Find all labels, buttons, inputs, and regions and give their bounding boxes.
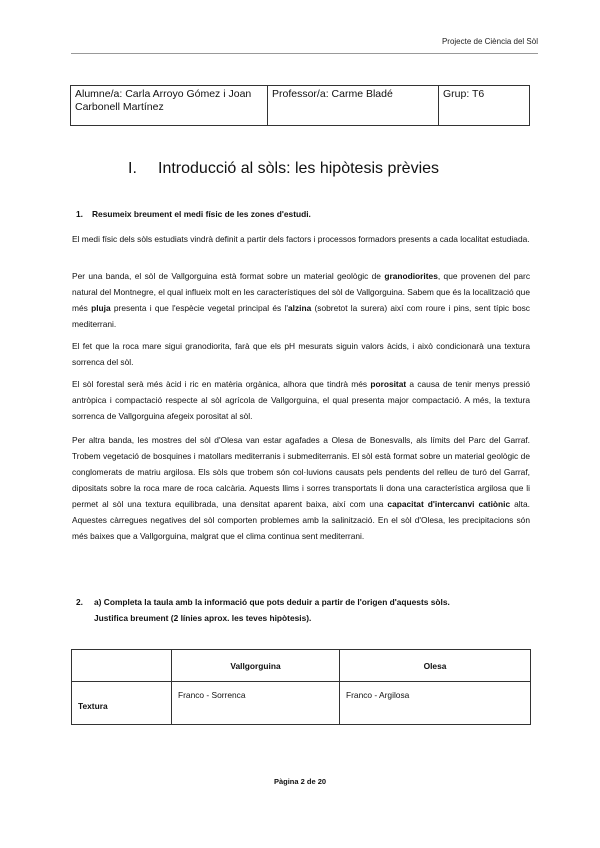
p2-text-a: Per una banda, el sòl de Vallgorguina està format sobre un material geològic de — [72, 271, 385, 281]
question-1-number: 1. — [76, 209, 83, 219]
header-vallgorguina: Vallgorguina — [172, 650, 340, 682]
p2-bold-granodiorites: granodiorites — [384, 271, 438, 281]
page-number: Pàgina 2 de 20 — [273, 777, 327, 786]
soil-data-table — [71, 649, 531, 725]
cell-vallgorguina-textura: Franco - Sorrenca — [172, 682, 340, 725]
p2-text-g: (sobretot la surera) així com roure i pins, sent típic bosc mediterrani. — [72, 303, 530, 329]
teacher-cell: Professor/a: Carme Bladé — [268, 86, 439, 126]
p4-bold-porositat: porositat — [370, 379, 407, 389]
question-2-line-1 — [76, 594, 526, 610]
table-row — [72, 682, 531, 725]
p4-text-a: El sòl forestal serà més àcid i ric en matèria orgànica, alhora que tindrà més — [72, 379, 371, 389]
row-label-textura: Textura — [72, 682, 172, 725]
paragraph-5 — [72, 432, 530, 544]
students-cell: Alumne/a: Carla Arroyo Gómez i Joan Carbonell Martínez — [71, 86, 268, 126]
group-cell: Grup: T6 — [439, 86, 530, 126]
cell-olesa-textura: Franco - Argilosa — [340, 682, 531, 725]
paragraph-1: El medi físic dels sòls estudiats vindrà definit a partir dels factors i processos formadors presents a cada localitat estudiada. — [72, 234, 530, 244]
p5-bold-cic: capacitat d'intercanvi catiònic — [387, 499, 511, 509]
header-project-title: Projecte de Ciència del Sòl — [441, 37, 538, 46]
p5-text-a: Per altra banda, les mostres del sòl d'Olesa van estar agafades a Olesa de Bonesvalls, als límits del Parc del Garraf. Trobem vegetació de bosquines i matollars mediterranis i submediterranis. El sòl està format sobre un material geològic de conglomerats de matriu argilosa. Els sòls que trobem són col·luvions causats pels pendents del relleu de turó del Garraf, dipositats sobre la roca mare de roca calcària. Aquests llims i sorres transportats li dona una característica argilosa que li permet al sòl una textura equilibrada, una densitat aparent baixa, així com una — [72, 435, 530, 509]
question-1 — [76, 209, 311, 219]
question-2 — [76, 594, 526, 626]
section-heading — [128, 160, 439, 178]
p5-text-c: alta. Aquestes càrregues negatives del sòl comporten problemes amb la salinització. En el sòl d'Olesa, les precipitacions són més baixes que a Vallgorguina, malgrat que el clima continua sent mediterrani. — [72, 499, 530, 541]
student-info-table — [70, 85, 530, 126]
header-empty-cell — [72, 650, 172, 682]
question-2-line-2: Justifica breument (2 línies aprox. les teves hipòtesis). — [94, 613, 312, 623]
p2-text-c: , que provenen del parc natural del Montnegre, el qual influeix molt en les característiques del sòl de Vallgorguina. Sabem que és la localització que més — [72, 271, 531, 313]
p2-bold-pluja: pluja — [91, 303, 111, 313]
paragraph-4 — [72, 376, 530, 424]
student-info-row — [71, 86, 530, 126]
header-olesa: Olesa — [340, 650, 531, 682]
p4-text-c: a causa de tenir menys pressió antròpica i compactació respecte al sòl agrícola de Vallgorguina, el qual presenta major compactació. A més, la textura sorrenca de Vallgorguina afegeix porositat al sòl. — [72, 379, 530, 421]
question-2-number: 2. — [76, 597, 83, 607]
header-divider — [71, 53, 538, 54]
table-header-row — [72, 650, 531, 682]
section-number: I. — [128, 160, 137, 177]
paragraph-3: El fet que la roca mare sigui granodiorita, farà que els pH mesurats siguin valors àcids, i això condicionarà una textura sorrenca del sòl. — [72, 341, 530, 367]
p2-bold-alzina: alzina — [287, 303, 312, 313]
p2-text-e: presenta i que l'espècie vegetal principal és l' — [110, 303, 288, 313]
section-title-text: Introducció al sòls: les hipòtesis prèvies — [158, 160, 440, 177]
paragraph-2 — [72, 268, 530, 332]
question-2-text-1: a) Completa la taula amb la informació que pots deduir a partir de l'origen d'aquests sòls. — [94, 597, 450, 607]
question-1-text: Resumeix breument el medi físic de les zones d'estudi. — [92, 209, 311, 219]
